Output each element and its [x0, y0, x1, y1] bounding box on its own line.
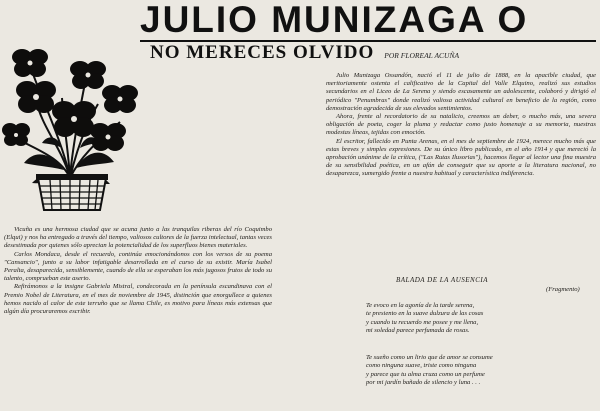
article-subtitle: NO MERECES OLVIDO — [150, 42, 375, 63]
subtitle-row — [150, 42, 600, 64]
paragraph: Julio Munizaga Ossandón, nació el 11 de julio de 1888, en la apacible ciudad, que meritoriamente ostenta el calificativo de la Capital del Valle Elquino, realizó sus estudios secundarios en el Liceo de La Serena y siendo escasamente un adolescente, colaboró y dirigió el periódico "Penumbras" donde realizó valiosa actividad cultural en beneficio de la región, como demostración agradecida de sus elevados sentimientos. — [326, 72, 596, 112]
paragraph: Ahora, frente al recordatorio de su natalicio, creemos un deber, o mucho más, una severa obligación de poeta, coger la pluma y redactar como justo homenaje a su memoria, nuestras modestas líneas, tejidas con emoción. — [326, 113, 596, 137]
poem-stanza-2 — [366, 354, 598, 388]
paragraph: Vicuña es una hermosa ciudad que se acuna junto a las tranquilas riberas del río Coquimbo (Elqui) y nos ha entregado a través del tiempo, valiosos cultores de la fuerza intelectual, tantas veces desestimada por quienes sólo aprecian la potencialidad de los superfluos bienes materiales. — [4, 226, 272, 250]
paragraph: Carlos Mondaca, desde el recuerdo, continúa emocionándonos con los versos de su poema "Cansancio", junto a su labor infatigable desarrollada en el curso de su existir. María Isabel Peralta, desaparecida, sensiblemente, cuando de ella se esperaban los más jugosos frutos de todo su talento, comprueban este aserto. — [4, 250, 272, 283]
poem-stanza-1 — [366, 302, 598, 336]
article-headline: JULIO MUNIZAGA O — [140, 0, 596, 42]
paragraph: El escritor, fallecido en Punta Arenas, en el mes de septiembre de 1924, merece mucho más que estas breves y simples expresiones. De su único libro publicado, en el año 1914 y que mereció la aprobación unánime de la crítica, ("Las Rutas Ilusorias"), hacemos llegar al lector una fina muestra de su sensibilidad poética, en un afán de conseguir que su aporte a la literatura nacional, no desaparezca, sumergido frente a nuestra habitual y característica indiferencia. — [326, 137, 596, 178]
poem-line: como ninguna suave, triste como ninguna — [366, 362, 477, 370]
poem-line: Te evoco en la agonía de la tarde serena, — [366, 302, 475, 309]
poem-line: y cuando tu recuerdo me posee y me llena, — [366, 318, 479, 326]
flowers-in-basket-illustration — [2, 38, 142, 213]
article-byline: POR FLOREAL ACUÑA — [384, 51, 460, 60]
article-right-column — [326, 72, 596, 179]
poem-line: te presiento en la suave dulzura de las cosas — [366, 310, 484, 318]
poem-line: Te sueño como un lirio que de amor se consume — [366, 354, 493, 361]
poem-line: y parece que tu alma cruza como un perfume — [366, 370, 485, 378]
poem-fragment-note: (Fragmento) — [546, 286, 580, 293]
paragraph: Refirámonos a la insigne Gabriela Mistral, condecorada en la península escandinava con el Premio Nobel de Literatura, en el mes de noviembre de 1945, distinción que enorgullece a quienes hemos nacido al calor de este terruño que se llama Chile, es motivo para líneas más extensas que algún día procuraremos escribir. — [4, 283, 272, 316]
poem-line: mi soledad parece perfumada de rosas. — [366, 327, 470, 335]
poem-title: BALADA DE LA AUSENCIA — [396, 276, 488, 284]
poem-line: por mi jardín bañado de silencio y luna . . . — [366, 379, 481, 387]
article-left-column — [4, 226, 272, 316]
